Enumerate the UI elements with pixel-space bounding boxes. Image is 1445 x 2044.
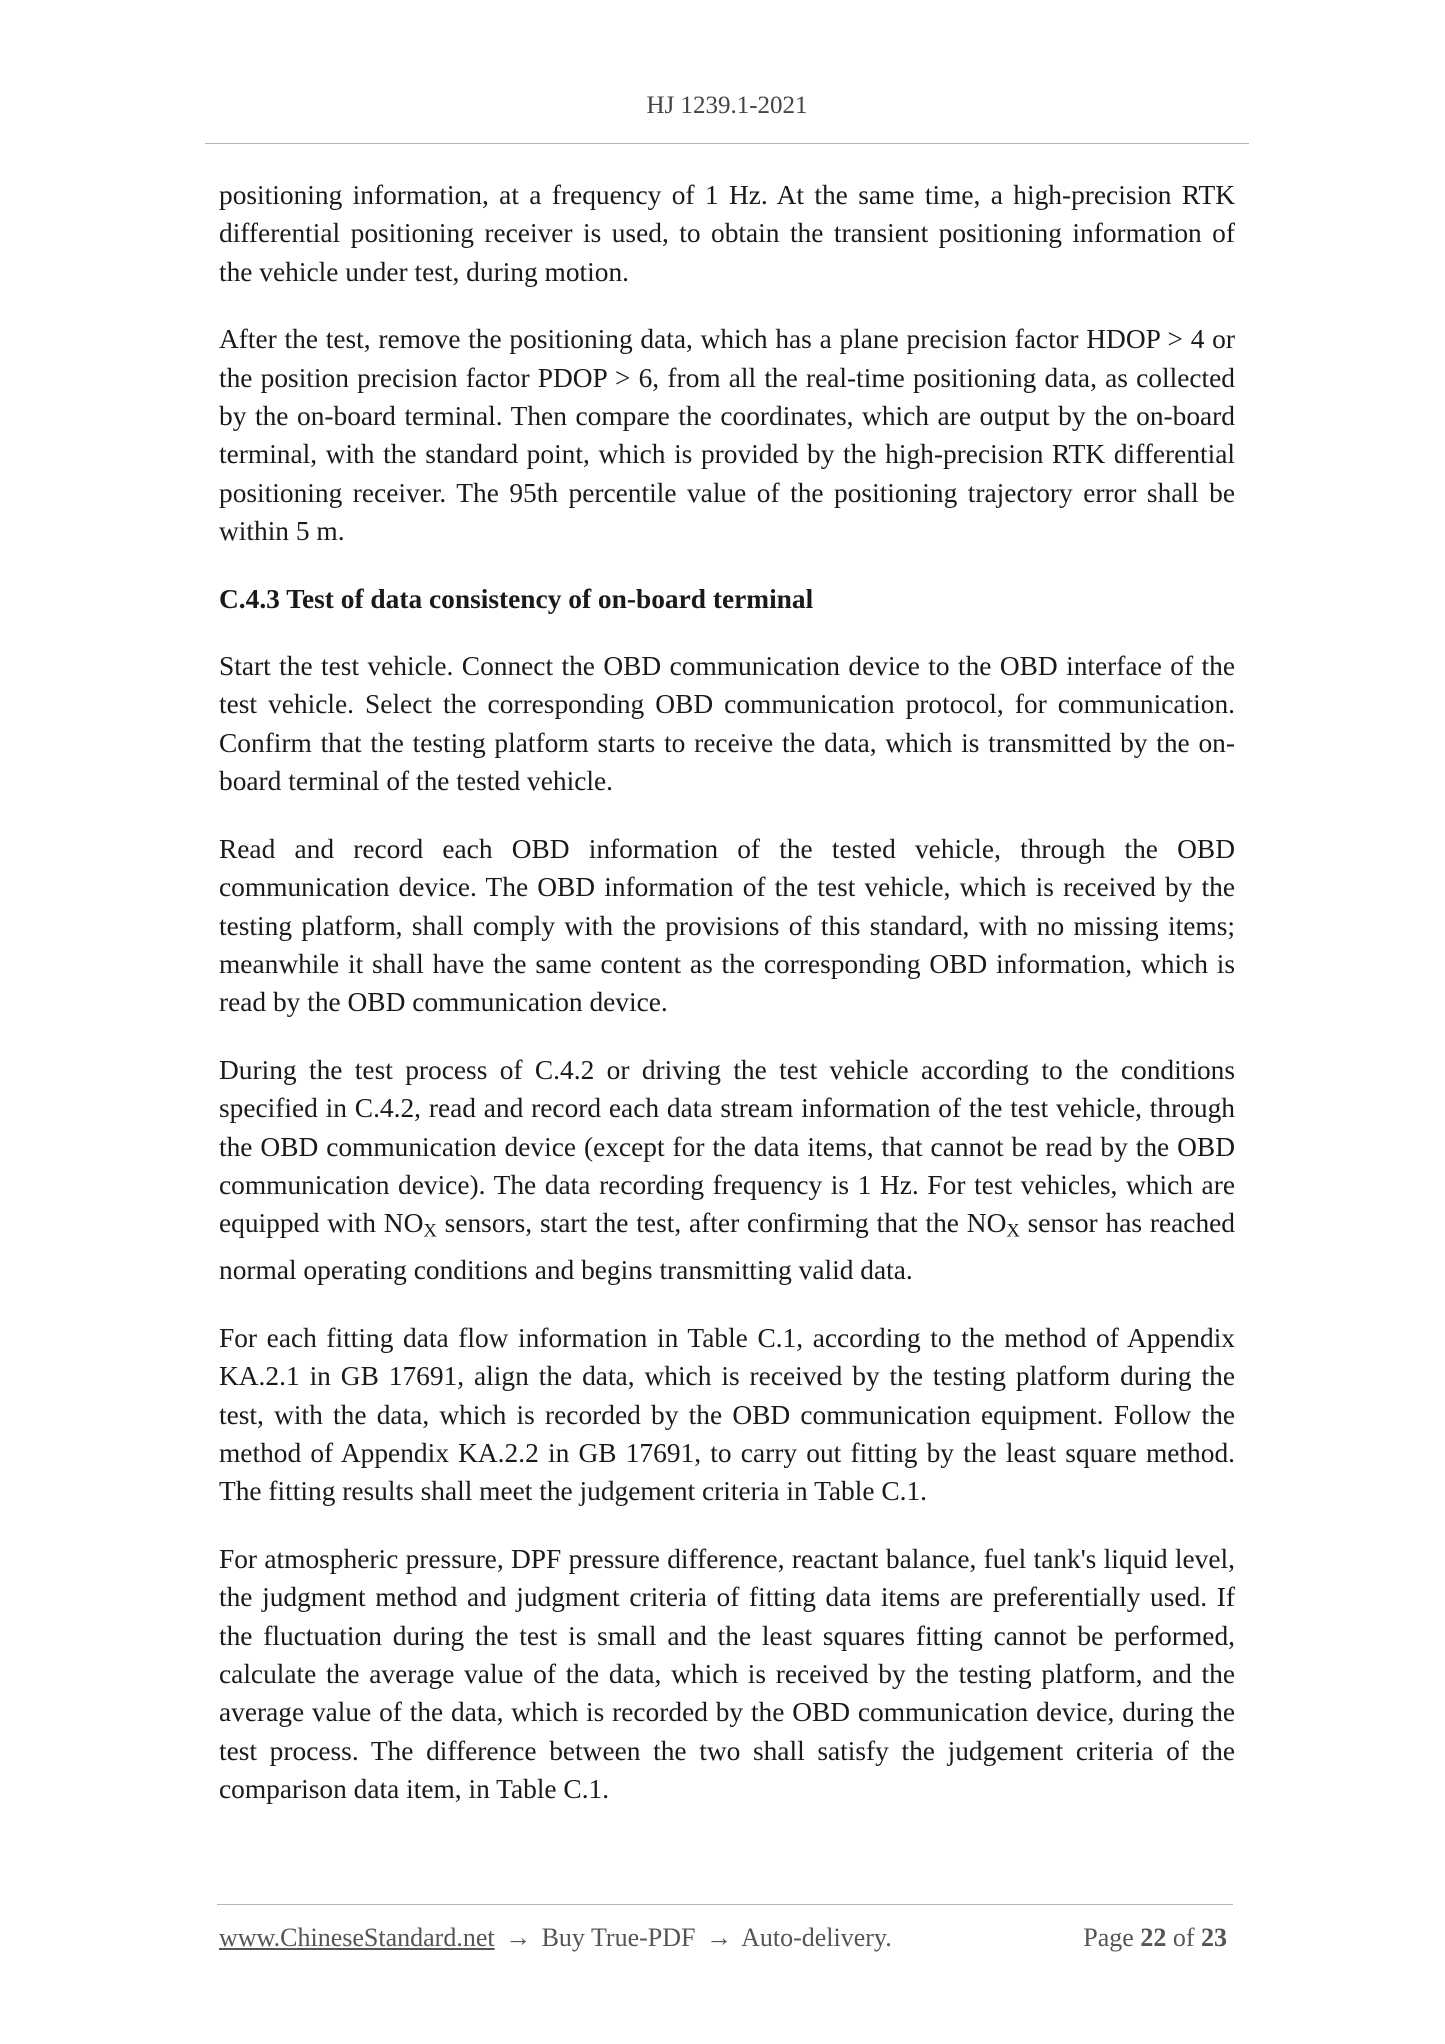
of-word: of [1172, 1923, 1195, 1952]
paragraph-positioning-error: After the test, remove the positioning data, which has a plane precision factor HDOP > 4 or the position precision factor PDOP > 6, from all the real-time positioning data, as collected by the on-board terminal. Then compare the coordinates, which are output by the on-board terminal, with the standard point, which is provided by the high-precision RTK differential positioning receiver. The 95th percentile value of the positioning trajectory error shall be within 5 m. [219, 324, 1235, 547]
paragraph-fitting: For each fitting data flow information in Table C.1, according to the method of Appendix KA.2.1 in GB 17691, align the data, which is received by the testing platform during the test, with the data, which is recorded by the OBD communication equipment. Follow the method of Appendix KA.2.2 in GB 17691, to carry out fitting by the least square method. The fitting results shall meet the judgement criteria in Table C.1. [219, 1322, 1235, 1507]
page-word: Page [1083, 1923, 1134, 1952]
arrow-right-icon: → [706, 1923, 732, 1952]
subscript-x: X [423, 1221, 437, 1242]
page-number [1083, 1923, 1227, 1953]
paragraph-comparison: For atmospheric pressure, DPF pressure difference, reactant balance, fuel tank's liquid level, the judgment method and judgment criteria of fitting data items are preferentially used. If the fluctuation during the test is small and the least squares fitting cannot be performed, calculate the average value of the data, which is received by the testing platform, and the average value of the data, which is recorded by the OBD communication device, during the test process. The difference between the two shall satisfy the judgement criteria of the comparison data item, in Table C.1. [219, 1543, 1235, 1805]
arrow-right-icon: → [505, 1923, 532, 1952]
paragraph-read-record: Read and record each OBD information of the tested vehicle, through the OBD communication device. The OBD information of the test vehicle, which is received by the testing platform, shall comply with the provisions of this standard, with no missing items; meanwhile it shall have the same content as the corresponding OBD information, which is read by the OBD communication device. [219, 833, 1235, 1018]
paragraph-positioning-info: positioning information, at a frequency of 1 Hz. At the same time, a high-precision RTK differential positioning receiver is used, to obtain the transient positioning information of the vehicle under test, during motion. [219, 180, 1235, 287]
current-page: 22 [1140, 1923, 1167, 1952]
buy-pdf-text: Buy True-PDF [541, 1923, 696, 1952]
page-header: HJ 1239.1-2021 [646, 92, 808, 119]
total-pages: 23 [1201, 1923, 1227, 1952]
document-body [219, 176, 1235, 1838]
paragraph-start-test: Start the test vehicle. Connect the OBD communication device to the OBD interface of the test vehicle. Select the corresponding OBD communication protocol, for communication. Confirm that the testing platform starts to receive the data, which is transmitted by the on-board terminal of the tested vehicle. [219, 651, 1235, 797]
text-run: sensors, start the test, after confirming that the NO [436, 1208, 1007, 1239]
header-divider [205, 143, 1249, 144]
footer-divider [217, 1904, 1233, 1905]
section-heading: C.4.3 Test of data consistency of on-board terminal [219, 583, 814, 614]
text-run: During the test process of C.4.2 or driving the test vehicle according to the conditions specified in C.4.2, read and record each data stream information of the test vehicle, through the OBD communication device (except for the data items, that cannot be read by the OBD communication device). The data recording frequency is 1 Hz. For test vehicles, which are equipped with NO [219, 1054, 1235, 1239]
subscript-x: X [1006, 1221, 1020, 1242]
website-link[interactable]: www.ChineseStandard.net [219, 1923, 495, 1952]
text-run: sensor has reached normal operating conditions and begins transmitting valid data. [219, 1208, 1235, 1286]
auto-delivery-text: Auto-delivery. [741, 1923, 892, 1952]
paragraph-data-stream [219, 1051, 1235, 1290]
page-footer [219, 1923, 1235, 1953]
